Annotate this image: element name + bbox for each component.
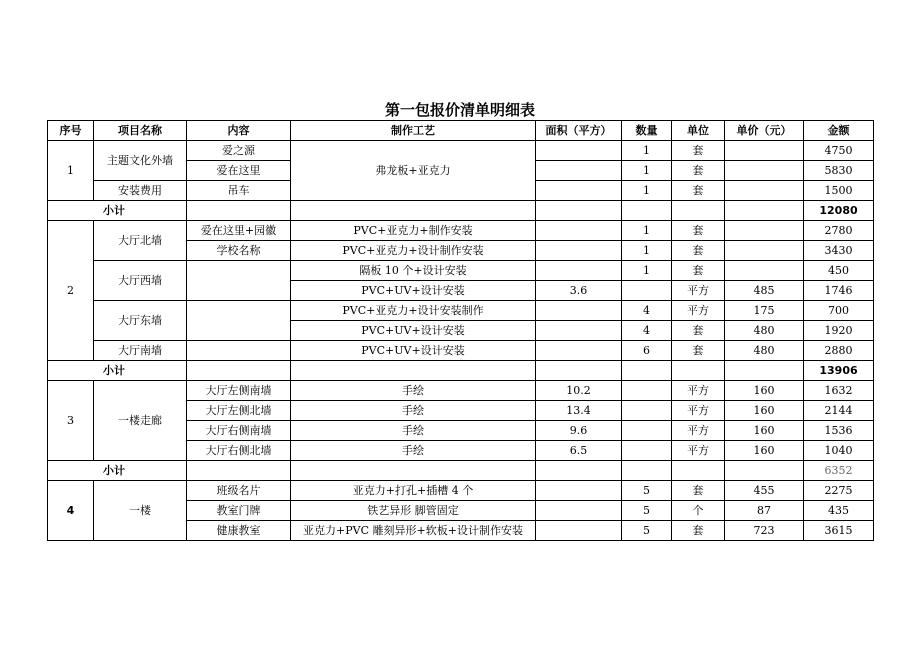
item-unit: 平方 <box>672 441 725 461</box>
item-area: 10.2 <box>536 381 622 401</box>
table-row <box>48 261 874 281</box>
item-price: 87 <box>725 501 804 521</box>
item-price: 160 <box>725 421 804 441</box>
item-unit: 套 <box>672 241 725 261</box>
item-qty <box>622 401 672 421</box>
item-unit: 套 <box>672 521 725 541</box>
item-amount: 2275 <box>804 481 874 501</box>
item-qty: 5 <box>622 481 672 501</box>
item-content: 健康教室 <box>187 521 291 541</box>
item-name: 一楼 <box>94 481 187 541</box>
item-price <box>725 241 804 261</box>
header-cell: 项目名称 <box>94 121 187 141</box>
item-amount: 1746 <box>804 281 874 301</box>
item-qty: 1 <box>622 161 672 181</box>
item-unit: 套 <box>672 321 725 341</box>
subtotal-label: 小计 <box>48 201 187 221</box>
section-number: 2 <box>48 221 94 361</box>
item-qty: 1 <box>622 241 672 261</box>
item-qty: 5 <box>622 521 672 541</box>
section-number: 1 <box>48 141 94 201</box>
item-area: 6.5 <box>536 441 622 461</box>
item-content: 大厅右侧北墙 <box>187 441 291 461</box>
item-amount: 435 <box>804 501 874 521</box>
item-craft: 隔板 10 个+设计安装 <box>291 261 536 281</box>
subtotal-row <box>48 361 874 381</box>
item-qty <box>622 421 672 441</box>
item-area <box>536 261 622 281</box>
item-area <box>536 321 622 341</box>
item-area <box>536 301 622 321</box>
item-craft: 手绘 <box>291 441 536 461</box>
item-qty: 1 <box>622 141 672 161</box>
subtotal-amount: 6352 <box>804 461 874 481</box>
item-amount: 1632 <box>804 381 874 401</box>
item-amount: 4750 <box>804 141 874 161</box>
item-qty: 1 <box>622 181 672 201</box>
table-row <box>48 221 874 241</box>
item-craft: 亚克力+打孔+插槽 4 个 <box>291 481 536 501</box>
header-cell: 单位 <box>672 121 725 141</box>
item-content <box>187 261 291 301</box>
item-craft: 手绘 <box>291 421 536 441</box>
item-craft: 铁艺异形 脚管固定 <box>291 501 536 521</box>
item-area: 3.6 <box>536 281 622 301</box>
item-price: 175 <box>725 301 804 321</box>
item-amount: 1040 <box>804 441 874 461</box>
item-price <box>725 141 804 161</box>
item-craft: 亚克力+PVC 雕刻异形+软板+设计制作安装 <box>291 521 536 541</box>
item-qty: 6 <box>622 341 672 361</box>
table-row <box>48 141 874 161</box>
item-area <box>536 481 622 501</box>
item-qty: 5 <box>622 501 672 521</box>
item-area <box>536 501 622 521</box>
item-amount: 1500 <box>804 181 874 201</box>
item-name: 大厅北墙 <box>94 221 187 261</box>
item-content <box>187 341 291 361</box>
item-area <box>536 521 622 541</box>
item-qty <box>622 441 672 461</box>
item-name: 大厅南墙 <box>94 341 187 361</box>
subtotal-label: 小计 <box>48 461 187 481</box>
header-cell: 数量 <box>622 121 672 141</box>
quote-table <box>47 120 874 541</box>
item-craft: 弗龙板+亚克力 <box>291 141 536 201</box>
item-price: 160 <box>725 441 804 461</box>
item-unit: 套 <box>672 141 725 161</box>
item-area <box>536 241 622 261</box>
item-name: 一楼走廊 <box>94 381 187 461</box>
item-qty: 1 <box>622 261 672 281</box>
table-row <box>48 341 874 361</box>
table-header-row <box>48 121 874 141</box>
item-qty <box>622 381 672 401</box>
item-area <box>536 341 622 361</box>
subtotal-row <box>48 461 874 481</box>
item-amount: 3615 <box>804 521 874 541</box>
item-price: 480 <box>725 321 804 341</box>
item-amount: 1920 <box>804 321 874 341</box>
item-unit: 套 <box>672 181 725 201</box>
section-number: 4 <box>48 481 94 541</box>
item-unit: 套 <box>672 261 725 281</box>
item-amount: 1536 <box>804 421 874 441</box>
subtotal-amount: 12080 <box>804 201 874 221</box>
header-cell: 面积（平方） <box>536 121 622 141</box>
item-content: 吊车 <box>187 181 291 201</box>
item-name: 安装费用 <box>94 181 187 201</box>
item-price: 485 <box>725 281 804 301</box>
item-unit: 平方 <box>672 421 725 441</box>
header-cell: 内容 <box>187 121 291 141</box>
item-price: 160 <box>725 381 804 401</box>
item-craft: PVC+亚克力+设计制作安装 <box>291 241 536 261</box>
item-price <box>725 181 804 201</box>
item-amount: 5830 <box>804 161 874 181</box>
item-content: 大厅右侧南墙 <box>187 421 291 441</box>
item-price: 160 <box>725 401 804 421</box>
item-qty <box>622 281 672 301</box>
item-name: 大厅西墙 <box>94 261 187 301</box>
item-craft: PVC+亚克力+设计安装制作 <box>291 301 536 321</box>
item-price <box>725 161 804 181</box>
document-title: 第一包报价清单明细表 <box>384 101 535 119</box>
subtotal-label: 小计 <box>48 361 187 381</box>
item-name: 大厅东墙 <box>94 301 187 341</box>
header-cell: 序号 <box>48 121 94 141</box>
item-unit: 套 <box>672 161 725 181</box>
table-row <box>48 381 874 401</box>
item-price: 455 <box>725 481 804 501</box>
item-amount: 2144 <box>804 401 874 421</box>
item-amount: 450 <box>804 261 874 281</box>
item-craft: PVC+亚克力+制作安装 <box>291 221 536 241</box>
item-unit: 套 <box>672 221 725 241</box>
item-content: 爱在这里+园徽 <box>187 221 291 241</box>
item-amount: 2880 <box>804 341 874 361</box>
item-amount: 3430 <box>804 241 874 261</box>
item-content: 学校名称 <box>187 241 291 261</box>
subtotal-amount: 13906 <box>804 361 874 381</box>
item-area <box>536 141 622 161</box>
header-cell: 金额 <box>804 121 874 141</box>
item-craft: PVC+UV+设计安装 <box>291 341 536 361</box>
item-price <box>725 221 804 241</box>
table-row <box>48 481 874 501</box>
header-cell: 制作工艺 <box>291 121 536 141</box>
item-unit: 平方 <box>672 401 725 421</box>
item-amount: 700 <box>804 301 874 321</box>
item-craft: PVC+UV+设计安装 <box>291 321 536 341</box>
item-name: 主题文化外墙 <box>94 141 187 181</box>
section-number: 3 <box>48 381 94 461</box>
item-content: 班级名片 <box>187 481 291 501</box>
item-content: 教室门牌 <box>187 501 291 521</box>
item-qty: 4 <box>622 321 672 341</box>
item-unit: 套 <box>672 481 725 501</box>
subtotal-row <box>48 201 874 221</box>
item-craft: 手绘 <box>291 401 536 421</box>
item-unit: 平方 <box>672 281 725 301</box>
item-area <box>536 221 622 241</box>
item-area: 13.4 <box>536 401 622 421</box>
item-craft: 手绘 <box>291 381 536 401</box>
item-content: 大厅左侧北墙 <box>187 401 291 421</box>
item-price: 723 <box>725 521 804 541</box>
item-area <box>536 161 622 181</box>
header-cell: 单价（元） <box>725 121 804 141</box>
item-amount: 2780 <box>804 221 874 241</box>
item-content: 爱在这里 <box>187 161 291 181</box>
item-content: 大厅左侧南墙 <box>187 381 291 401</box>
item-area <box>536 181 622 201</box>
item-qty: 1 <box>622 221 672 241</box>
item-craft: PVC+UV+设计安装 <box>291 281 536 301</box>
item-price: 480 <box>725 341 804 361</box>
item-unit: 平方 <box>672 381 725 401</box>
item-price <box>725 261 804 281</box>
item-area: 9.6 <box>536 421 622 441</box>
item-content: 爱之源 <box>187 141 291 161</box>
item-unit: 个 <box>672 501 725 521</box>
item-unit: 平方 <box>672 301 725 321</box>
item-content <box>187 301 291 341</box>
item-unit: 套 <box>672 341 725 361</box>
table-row <box>48 301 874 321</box>
item-qty: 4 <box>622 301 672 321</box>
